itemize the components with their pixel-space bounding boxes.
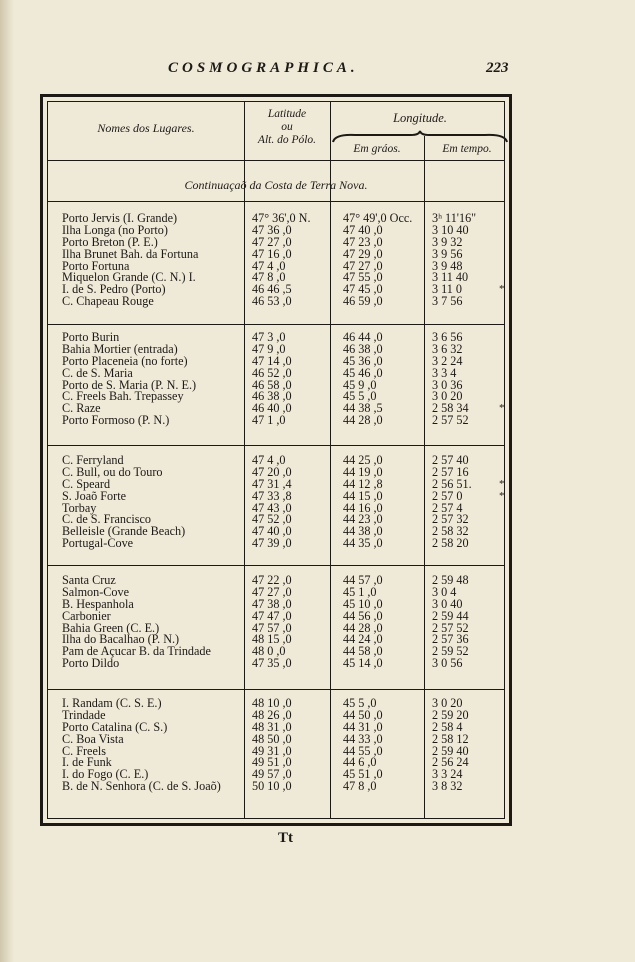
longitude-time-cell: 3 3 4 bbox=[432, 365, 457, 380]
latitude-cell: 47 39 ,0 bbox=[252, 536, 292, 551]
longitude-time-cell: 2 57 4 bbox=[432, 500, 463, 515]
longitude-time-cell: 2 58 32 bbox=[432, 524, 469, 539]
table-row bbox=[48, 586, 504, 598]
place-name: I. de Funk bbox=[62, 755, 112, 770]
longitude-time-cell: 2 59 20 bbox=[432, 707, 469, 722]
latitude-cell: 47 36 ,0 bbox=[252, 222, 292, 237]
longitude-degrees-cell: 47 23 ,0 bbox=[343, 234, 383, 249]
header-rule bbox=[48, 160, 504, 161]
place-name: Santa Cruz bbox=[62, 573, 116, 587]
place-name: Belleisle (Grande Beach) bbox=[62, 524, 186, 539]
place-name: C. Bull, ou do Touro bbox=[62, 464, 163, 479]
latitude-cell: 46 58 ,0 bbox=[252, 377, 292, 392]
latitude-cell: 47 57 ,0 bbox=[252, 620, 292, 635]
table-row bbox=[48, 537, 504, 549]
place-name: Porto Fortuna bbox=[62, 258, 130, 273]
longitude-degrees-cell: 44 57 ,0 bbox=[343, 573, 383, 587]
longitude-degrees-cell: 46 59 ,0 bbox=[343, 294, 383, 309]
latitude-cell: 47 35 ,0 bbox=[252, 656, 292, 671]
longitude-time-cell: 3 0 20 bbox=[432, 696, 463, 710]
longitude-time-cell: 2 57 52 bbox=[432, 620, 469, 635]
latitude-cell: 47 43 ,0 bbox=[252, 500, 292, 515]
longitude-degrees-cell: 45 1 ,0 bbox=[343, 584, 377, 599]
longitude-degrees-cell: 44 38 ,5 bbox=[343, 401, 383, 416]
place-name: Trindade bbox=[62, 707, 106, 722]
place-name: C. de S. Maria bbox=[62, 365, 133, 380]
latitude-cell: 47 47 ,0 bbox=[252, 608, 292, 623]
latitude-cell: 47 27 ,0 bbox=[252, 234, 292, 249]
longitude-degrees-cell: 44 33 ,0 bbox=[343, 731, 383, 746]
place-name: Carbonier bbox=[62, 608, 111, 623]
place-name: Portugal-Cove bbox=[62, 536, 134, 551]
place-name: B. Hespanhola bbox=[62, 596, 134, 611]
longitude-degrees-cell: 44 56 ,0 bbox=[343, 608, 383, 623]
header-latitude-or: ou bbox=[281, 121, 293, 133]
longitude-degrees-cell: 44 28 ,0 bbox=[343, 620, 383, 635]
table-row bbox=[48, 657, 504, 669]
longitude-time-cell: 2 58 34 bbox=[432, 401, 469, 416]
table-row bbox=[48, 248, 504, 260]
longitude-time-cell: 3 3 24 bbox=[432, 767, 463, 782]
place-name: Porto Catalina (C. S.) bbox=[62, 719, 168, 734]
longitude-degrees-cell: 47 45 ,0 bbox=[343, 282, 383, 297]
longitude-degrees-cell: 45 46 ,0 bbox=[343, 365, 383, 380]
longitude-time-cell: 2 57 40 bbox=[432, 453, 469, 467]
longitude-time-cell: 3 0 20 bbox=[432, 389, 463, 404]
page-number: 223 bbox=[486, 60, 509, 76]
latitude-cell: 46 52 ,0 bbox=[252, 365, 292, 380]
header-latitude: Latitude bbox=[267, 108, 307, 120]
latitude-cell: 47 4 ,0 bbox=[252, 258, 286, 273]
longitude-time-cell: 3 9 48 bbox=[432, 258, 463, 273]
place-name: C. Ferryland bbox=[62, 453, 124, 467]
longitude-time-cell: 2 57 36 bbox=[432, 632, 469, 647]
longitude-degrees-cell: 45 9 ,0 bbox=[343, 377, 377, 392]
place-name: Bahia Mortier (entrada) bbox=[62, 341, 178, 356]
latitude-cell: 47 40 ,0 bbox=[252, 524, 292, 539]
place-name: Salmon-Cove bbox=[62, 584, 130, 599]
latitude-cell: 47 8 ,0 bbox=[252, 270, 286, 285]
table-row bbox=[48, 490, 504, 502]
longitude-brace bbox=[331, 130, 509, 144]
place-name: C. Freels bbox=[62, 743, 107, 758]
latitude-cell: 46 40 ,0 bbox=[252, 401, 292, 416]
header-names: Nomes dos Lugares. bbox=[97, 121, 195, 135]
latitude-cell: 48 10 ,0 bbox=[252, 696, 292, 710]
coordinates-table bbox=[40, 94, 512, 826]
place-name: I. do Fogo (C. E.) bbox=[62, 767, 149, 782]
longitude-degrees-cell: 44 25 ,0 bbox=[343, 453, 383, 467]
place-name: Pam de Açucar B. da Trindade bbox=[62, 644, 211, 659]
latitude-cell: 47 33 ,8 bbox=[252, 488, 292, 503]
latitude-cell: 47 1 ,0 bbox=[252, 413, 286, 428]
longitude-time-cell: 3 11 0 bbox=[432, 282, 463, 297]
longitude-degrees-cell: 46 38 ,0 bbox=[343, 341, 383, 356]
latitude-cell: 47 22 ,0 bbox=[252, 573, 292, 587]
longitude-degrees-cell: 45 5 ,0 bbox=[343, 389, 377, 404]
longitude-degrees-cell: 45 10 ,0 bbox=[343, 596, 383, 611]
table-row bbox=[48, 355, 504, 367]
place-name: B. de N. Senhora (C. de S. Joaõ) bbox=[62, 779, 221, 794]
table-block bbox=[48, 212, 504, 307]
place-name: Porto Formoso (P. N.) bbox=[62, 413, 170, 428]
latitude-cell: 48 50 ,0 bbox=[252, 731, 292, 746]
header-time: Em tempo. bbox=[442, 143, 492, 155]
place-name: Miquelon Grande (C. N.) I. bbox=[62, 270, 196, 285]
header-longitude: Longitude. bbox=[393, 111, 447, 125]
longitude-degrees-cell: 44 55 ,0 bbox=[343, 743, 383, 758]
signature-mark: Tt bbox=[278, 830, 293, 846]
longitude-time-cell: 3 6 56 bbox=[432, 330, 463, 344]
table-row bbox=[48, 733, 504, 745]
block-rule bbox=[48, 565, 504, 566]
longitude-time-cell: 3 10 40 bbox=[432, 222, 469, 237]
table-block bbox=[48, 331, 504, 426]
latitude-cell: 46 53 ,0 bbox=[252, 294, 292, 309]
longitude-degrees-cell: 47 40 ,0 bbox=[343, 222, 383, 237]
place-name: Porto Placeneia (no forte) bbox=[62, 353, 188, 368]
longitude-degrees-cell: 44 35 ,0 bbox=[343, 536, 383, 551]
place-name: Ilha Longa (no Porto) bbox=[62, 222, 168, 237]
longitude-time-cell: 3 0 4 bbox=[432, 584, 457, 599]
longitude-degrees-cell: 45 5 ,0 bbox=[343, 696, 377, 710]
block-rule bbox=[48, 445, 504, 446]
longitude-time-cell: 2 56 24 bbox=[432, 755, 469, 770]
longitude-time-cell: 3 9 32 bbox=[432, 234, 463, 249]
longitude-degrees-cell: 47 55 ,0 bbox=[343, 270, 383, 285]
place-name: Porto de S. Maria (P. N. E.) bbox=[62, 377, 197, 392]
longitude-time-cell: 2 57 32 bbox=[432, 512, 469, 527]
latitude-cell: 47 52 ,0 bbox=[252, 512, 292, 527]
longitude-degrees-cell: 44 50 ,0 bbox=[343, 707, 383, 722]
place-name: S. Joaõ Forte bbox=[62, 488, 126, 503]
longitude-degrees-cell: 44 12 ,8 bbox=[343, 476, 383, 491]
place-name: C. Boa Vista bbox=[62, 731, 124, 746]
place-name: C. de S. Francisco bbox=[62, 512, 152, 527]
longitude-degrees-cell: 46 44 ,0 bbox=[343, 330, 383, 344]
longitude-time-cell: 3 0 40 bbox=[432, 596, 463, 611]
longitude-time-cell: 3 9 56 bbox=[432, 246, 463, 261]
latitude-cell: 49 57 ,0 bbox=[252, 767, 292, 782]
latitude-cell: 46 38 ,0 bbox=[252, 389, 292, 404]
place-name: C. Freels Bah. Trepassey bbox=[62, 389, 184, 404]
longitude-degrees-cell: 44 58 ,0 bbox=[343, 644, 383, 659]
longitude-degrees-cell: 44 6 ,0 bbox=[343, 755, 377, 770]
longitude-time-cell: 3 11 40 bbox=[432, 270, 469, 285]
table-row bbox=[48, 610, 504, 622]
longitude-time-cell: 2 57 0 bbox=[432, 488, 463, 503]
latitude-cell: 49 51 ,0 bbox=[252, 755, 292, 770]
table-row bbox=[48, 236, 504, 248]
table-row bbox=[48, 367, 504, 379]
longitude-time-cell: 2 59 48 bbox=[432, 573, 469, 587]
latitude-cell: 46 46 ,5 bbox=[252, 282, 292, 297]
place-name: Ilha do Bacalhao (P. N.) bbox=[62, 632, 180, 647]
table-row bbox=[48, 414, 504, 426]
place-name: Ilha Brunet Bah. da Fortuna bbox=[62, 246, 199, 261]
longitude-time-cell: 2 58 4 bbox=[432, 719, 463, 734]
table-row bbox=[48, 721, 504, 733]
section-title: Continuaçaõ da Costa de Terra Nova. bbox=[184, 178, 368, 192]
longitude-time-cell: 3 0 36 bbox=[432, 377, 463, 392]
place-name: Porto Burin bbox=[62, 330, 120, 344]
latitude-cell: 47 3 ,0 bbox=[252, 330, 286, 344]
longitude-degrees-cell: 47 27 ,0 bbox=[343, 258, 383, 273]
latitude-cell: 47 31 ,4 bbox=[252, 476, 292, 491]
longitude-time-cell: 2 59 52 bbox=[432, 644, 469, 659]
longitude-time-cell: 3ʰ 11'16" bbox=[432, 211, 477, 225]
longitude-time-cell: 2 58 12 bbox=[432, 731, 469, 746]
place-name: C. Chapeau Rouge bbox=[62, 294, 154, 309]
longitude-degrees-cell: 44 15 ,0 bbox=[343, 488, 383, 503]
table-row bbox=[48, 598, 504, 610]
latitude-cell: 47 9 ,0 bbox=[252, 341, 286, 356]
latitude-cell: 48 0 ,0 bbox=[252, 644, 286, 659]
block-rule bbox=[48, 689, 504, 690]
place-name: Bahia Green (C. E.) bbox=[62, 620, 160, 635]
latitude-cell: 48 26 ,0 bbox=[252, 707, 292, 722]
block-rule bbox=[48, 324, 504, 325]
place-name: Porto Jervis (I. Grande) bbox=[62, 211, 178, 225]
table-block bbox=[48, 574, 504, 669]
latitude-cell: 48 15 ,0 bbox=[252, 632, 292, 647]
longitude-degrees-cell: 47 29 ,0 bbox=[343, 246, 383, 261]
longitude-degrees-cell: 44 28 ,0 bbox=[343, 413, 383, 428]
table-inner-frame bbox=[47, 101, 505, 819]
place-name: C. Raze bbox=[62, 401, 101, 416]
longitude-degrees-cell: 45 36 ,0 bbox=[343, 353, 383, 368]
latitude-cell: 48 31 ,0 bbox=[252, 719, 292, 734]
longitude-time-cell: 2 57 16 bbox=[432, 464, 469, 479]
place-name: Porto Breton (P. E.) bbox=[62, 234, 158, 249]
longitude-time-cell: 3 6 32 bbox=[432, 341, 463, 356]
longitude-time-cell: 2 58 20 bbox=[432, 536, 469, 551]
section-rule bbox=[48, 201, 504, 202]
longitude-degrees-cell: 47 8 ,0 bbox=[343, 779, 377, 794]
place-name: Porto Dildo bbox=[62, 656, 120, 671]
longitude-degrees-cell: 44 24 ,0 bbox=[343, 632, 383, 647]
table-row bbox=[48, 478, 504, 490]
asterisk-mark: * bbox=[499, 489, 505, 502]
table-row bbox=[48, 709, 504, 721]
table-row bbox=[48, 466, 504, 478]
table-block bbox=[48, 454, 504, 549]
running-head: COSMOGRAPHICA. bbox=[168, 60, 359, 76]
longitude-degrees-cell: 47° 49',0 Occ. bbox=[343, 211, 413, 225]
longitude-time-cell: 3 0 56 bbox=[432, 656, 463, 671]
table-row bbox=[48, 343, 504, 355]
table-block bbox=[48, 697, 504, 792]
place-name: C. Speard bbox=[62, 476, 111, 491]
book-gutter bbox=[0, 0, 14, 962]
latitude-cell: 49 31 ,0 bbox=[252, 743, 292, 758]
longitude-time-cell: 3 8 32 bbox=[432, 779, 463, 794]
table-row bbox=[48, 295, 504, 307]
longitude-degrees-cell: 44 19 ,0 bbox=[343, 464, 383, 479]
asterisk-mark: * bbox=[499, 402, 505, 415]
latitude-cell: 50 10 ,0 bbox=[252, 779, 292, 794]
latitude-cell: 47 4 ,0 bbox=[252, 453, 286, 467]
latitude-cell: 47° 36',0 N. bbox=[252, 211, 311, 225]
header-degrees: Em gráos. bbox=[353, 143, 401, 155]
longitude-degrees-cell: 44 23 ,0 bbox=[343, 512, 383, 527]
latitude-cell: 47 20 ,0 bbox=[252, 464, 292, 479]
asterisk-mark: * bbox=[499, 477, 505, 490]
place-name: I. Randam (C. S. E.) bbox=[62, 696, 162, 710]
asterisk-mark: * bbox=[499, 283, 505, 296]
longitude-degrees-cell: 44 31 ,0 bbox=[343, 719, 383, 734]
longitude-time-cell: 2 56 51. bbox=[432, 476, 472, 491]
longitude-degrees-cell: 44 16 ,0 bbox=[343, 500, 383, 515]
longitude-time-cell: 2 59 40 bbox=[432, 743, 469, 758]
longitude-degrees-cell: 45 14 ,0 bbox=[343, 656, 383, 671]
longitude-time-cell: 3 7 56 bbox=[432, 294, 463, 309]
longitude-time-cell: 2 59 44 bbox=[432, 608, 469, 623]
table-row bbox=[48, 780, 504, 792]
longitude-time-cell: 2 57 52 bbox=[432, 413, 469, 428]
header-pole-altitude: Alt. do Pólo. bbox=[257, 134, 317, 146]
place-name: I. de S. Pedro (Porto) bbox=[62, 282, 166, 297]
latitude-cell: 47 16 ,0 bbox=[252, 246, 292, 261]
longitude-degrees-cell: 44 38 ,0 bbox=[343, 524, 383, 539]
longitude-time-cell: 3 2 24 bbox=[432, 353, 463, 368]
place-name: Torbay bbox=[62, 500, 97, 515]
latitude-cell: 47 38 ,0 bbox=[252, 596, 292, 611]
latitude-cell: 47 27 ,0 bbox=[252, 584, 292, 599]
longitude-degrees-cell: 45 51 ,0 bbox=[343, 767, 383, 782]
table-row bbox=[48, 224, 504, 236]
latitude-cell: 47 14 ,0 bbox=[252, 353, 292, 368]
